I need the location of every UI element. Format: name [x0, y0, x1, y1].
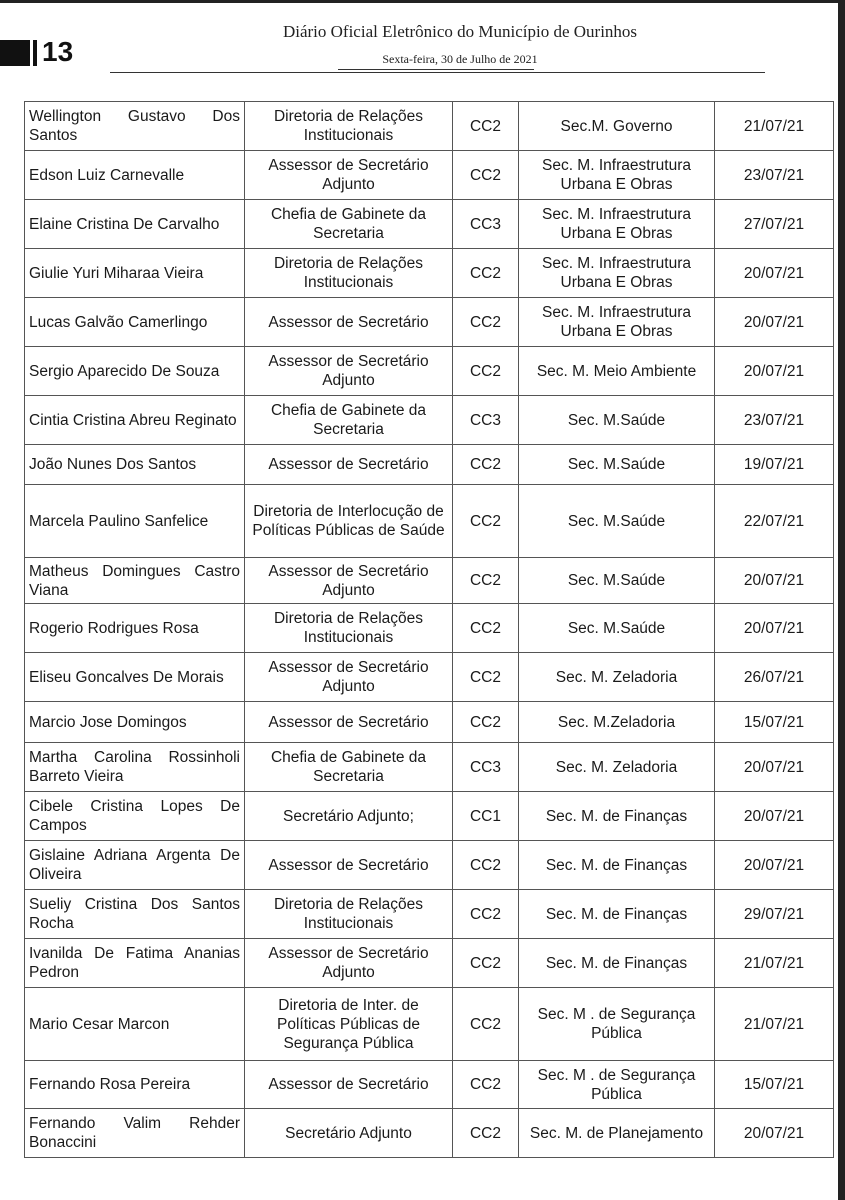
date: 29/07/21 [715, 890, 834, 939]
level: CC2 [453, 151, 519, 200]
page-number-marker-thin [33, 40, 37, 66]
date: 15/07/21 [715, 1061, 834, 1109]
department: Sec. M. Zeladoria [519, 743, 715, 792]
employee-name: Cibele Cristina Lopes De Campos [25, 792, 245, 841]
table-row [25, 558, 834, 604]
position: Assessor de Secretário [245, 1061, 453, 1109]
publication-date: Sexta-feira, 30 de Julho de 2021 [382, 52, 538, 66]
position: Assessor de Secretário Adjunto [245, 151, 453, 200]
table-row [25, 1109, 834, 1158]
department: Sec. M.Saúde [519, 558, 715, 604]
level: CC2 [453, 890, 519, 939]
table-row [25, 890, 834, 939]
page-number-marker [0, 40, 30, 66]
appointments-table [24, 101, 834, 1158]
table-row [25, 743, 834, 792]
level: CC2 [453, 485, 519, 558]
level: CC1 [453, 792, 519, 841]
position: Assessor de Secretário Adjunto [245, 939, 453, 988]
department: Sec. M. de Finanças [519, 792, 715, 841]
employee-name: João Nunes Dos Santos [25, 445, 245, 485]
page-top-border [0, 0, 845, 3]
position: Diretoria de Interlocução de Políticas Públicas de Saúde [245, 485, 453, 558]
employee-name: Matheus Domingues Castro Viana [25, 558, 245, 604]
department: Sec. M.Zeladoria [519, 702, 715, 743]
department: Sec.M. Governo [519, 102, 715, 151]
employee-name: Marcio Jose Domingos [25, 702, 245, 743]
employee-name: Edson Luiz Carnevalle [25, 151, 245, 200]
level: CC2 [453, 102, 519, 151]
table-row [25, 200, 834, 249]
table-row [25, 347, 834, 396]
table-row [25, 485, 834, 558]
table-row [25, 298, 834, 347]
level: CC3 [453, 200, 519, 249]
level: CC2 [453, 445, 519, 485]
employee-name: Ivanilda De Fatima Ananias Pedron [25, 939, 245, 988]
department: Sec. M.Saúde [519, 604, 715, 653]
employee-name: Fernando Rosa Pereira [25, 1061, 245, 1109]
level: CC2 [453, 1061, 519, 1109]
employee-name: Martha Carolina Rossinholi Barreto Vieira [25, 743, 245, 792]
position: Diretoria de Relações Institucionais [245, 604, 453, 653]
position: Diretoria de Relações Institucionais [245, 249, 453, 298]
employee-name: Lucas Galvão Camerlingo [25, 298, 245, 347]
date: 21/07/21 [715, 988, 834, 1061]
department: Sec. M. Infraestrutura Urbana E Obras [519, 200, 715, 249]
employee-name: Rogerio Rodrigues Rosa [25, 604, 245, 653]
employee-name: Fernando Valim Rehder Bonaccini [25, 1109, 245, 1158]
employee-name: Gislaine Adriana Argenta De Oliveira [25, 841, 245, 890]
department: Sec. M . de Segurança Pública [519, 988, 715, 1061]
level: CC2 [453, 702, 519, 743]
date: 20/07/21 [715, 1109, 834, 1158]
table-row [25, 151, 834, 200]
table-row [25, 702, 834, 743]
date: 20/07/21 [715, 298, 834, 347]
date: 20/07/21 [715, 558, 834, 604]
date: 20/07/21 [715, 249, 834, 298]
level: CC2 [453, 939, 519, 988]
table-row [25, 841, 834, 890]
department: Sec. M. Infraestrutura Urbana E Obras [519, 151, 715, 200]
date: 15/07/21 [715, 702, 834, 743]
date: 23/07/21 [715, 396, 834, 445]
employee-name: Mario Cesar Marcon [25, 988, 245, 1061]
level: CC2 [453, 653, 519, 702]
department: Sec. M.Saúde [519, 396, 715, 445]
date: 21/07/21 [715, 939, 834, 988]
department: Sec. M. Meio Ambiente [519, 347, 715, 396]
position: Diretoria de Relações Institucionais [245, 102, 453, 151]
position: Assessor de Secretário [245, 298, 453, 347]
date: 20/07/21 [715, 841, 834, 890]
date: 23/07/21 [715, 151, 834, 200]
table-row [25, 792, 834, 841]
employee-name: Sergio Aparecido De Souza [25, 347, 245, 396]
table-row [25, 249, 834, 298]
table-row [25, 396, 834, 445]
table-row [25, 102, 834, 151]
level: CC2 [453, 249, 519, 298]
level: CC2 [453, 347, 519, 396]
position: Assessor de Secretário Adjunto [245, 653, 453, 702]
date: 21/07/21 [715, 102, 834, 151]
department: Sec. M. de Finanças [519, 890, 715, 939]
level: CC2 [453, 988, 519, 1061]
page-right-border [838, 0, 845, 1200]
employee-name: Elaine Cristina De Carvalho [25, 200, 245, 249]
position: Diretoria de Relações Institucionais [245, 890, 453, 939]
department: Sec. M. de Finanças [519, 841, 715, 890]
department: Sec. M . de Segurança Pública [519, 1061, 715, 1109]
date: 19/07/21 [715, 445, 834, 485]
page-number: 13 [42, 36, 74, 67]
date: 26/07/21 [715, 653, 834, 702]
position: Secretário Adjunto; [245, 792, 453, 841]
department: Sec. M.Saúde [519, 445, 715, 485]
department: Sec. M.Saúde [519, 485, 715, 558]
position: Secretário Adjunto [245, 1109, 453, 1158]
level: CC2 [453, 298, 519, 347]
date: 20/07/21 [715, 792, 834, 841]
position: Chefia de Gabinete da Secretaria [245, 200, 453, 249]
date: 27/07/21 [715, 200, 834, 249]
position: Assessor de Secretário [245, 702, 453, 743]
level: CC2 [453, 841, 519, 890]
table-row [25, 1061, 834, 1109]
employee-name: Eliseu Goncalves De Morais [25, 653, 245, 702]
department: Sec. M. de Planejamento [519, 1109, 715, 1158]
level: CC3 [453, 396, 519, 445]
employee-name: Wellington Gustavo Dos Santos [25, 102, 245, 151]
employee-name: Giulie Yuri Miharaa Vieira [25, 249, 245, 298]
date: 22/07/21 [715, 485, 834, 558]
position: Diretoria de Inter. de Políticas Públicas de Segurança Pública [245, 988, 453, 1061]
position: Chefia de Gabinete da Secretaria [245, 396, 453, 445]
level: CC2 [453, 1109, 519, 1158]
header-rule [110, 72, 765, 73]
table-row [25, 604, 834, 653]
department: Sec. M. Infraestrutura Urbana E Obras [519, 298, 715, 347]
position: Assessor de Secretário [245, 445, 453, 485]
publication-title: Diário Oficial Eletrônico do Município de Ourinhos [282, 22, 638, 41]
employee-name: Sueliy Cristina Dos Santos Rocha [25, 890, 245, 939]
date: 20/07/21 [715, 743, 834, 792]
table-row [25, 445, 834, 485]
date-underline [338, 69, 534, 70]
position: Chefia de Gabinete da Secretaria [245, 743, 453, 792]
department: Sec. M. Zeladoria [519, 653, 715, 702]
level: CC2 [453, 604, 519, 653]
employee-name: Marcela Paulino Sanfelice [25, 485, 245, 558]
position: Assessor de Secretário [245, 841, 453, 890]
date: 20/07/21 [715, 604, 834, 653]
employee-name: Cintia Cristina Abreu Reginato [25, 396, 245, 445]
department: Sec. M. Infraestrutura Urbana E Obras [519, 249, 715, 298]
position: Assessor de Secretário Adjunto [245, 558, 453, 604]
department: Sec. M. de Finanças [519, 939, 715, 988]
table-row [25, 653, 834, 702]
date: 20/07/21 [715, 347, 834, 396]
level: CC2 [453, 558, 519, 604]
position: Assessor de Secretário Adjunto [245, 347, 453, 396]
table-row [25, 939, 834, 988]
table-row [25, 988, 834, 1061]
level: CC3 [453, 743, 519, 792]
